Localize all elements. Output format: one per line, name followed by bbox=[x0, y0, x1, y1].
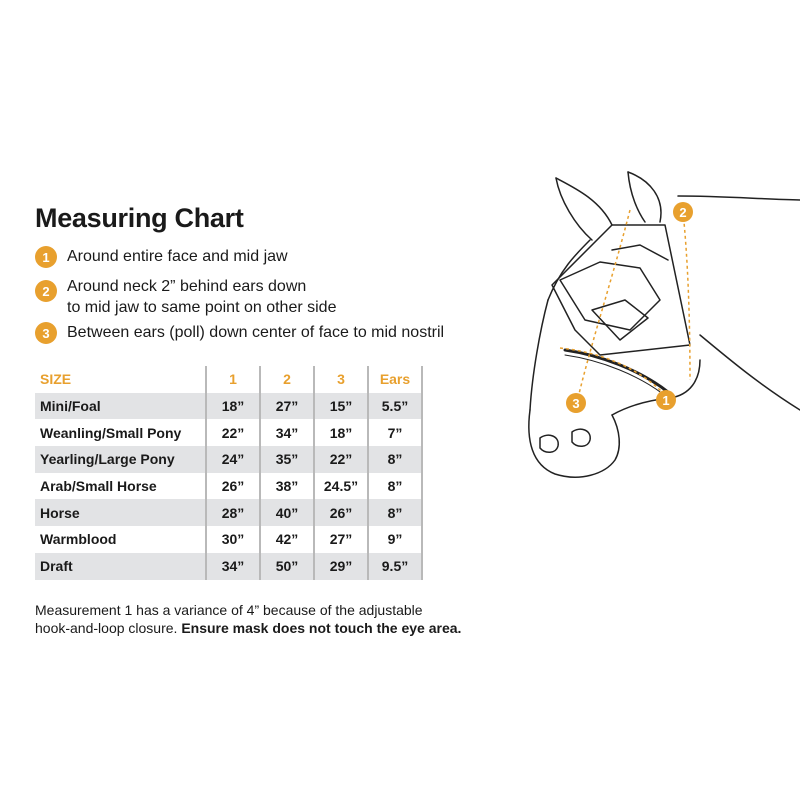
size-table bbox=[35, 366, 423, 580]
cell-measure-2: 40” bbox=[260, 499, 314, 526]
diagram-marker-2 bbox=[673, 202, 693, 222]
legend-text-1: Around entire face and mid jaw bbox=[67, 248, 288, 265]
legend-item-2 bbox=[35, 276, 336, 318]
header-measure-1: 1 bbox=[206, 366, 260, 393]
cell-measure-1: 34” bbox=[206, 553, 260, 580]
table-row bbox=[35, 393, 422, 420]
table-row bbox=[35, 526, 422, 553]
cell-measure-1: 28” bbox=[206, 499, 260, 526]
cell-measure-3: 29” bbox=[314, 553, 368, 580]
cell-measure-2: 27” bbox=[260, 393, 314, 420]
cell-size: Yearling/Large Pony bbox=[35, 446, 206, 473]
cell-size: Weanling/Small Pony bbox=[40, 424, 182, 441]
cell-measure-1: 24” bbox=[206, 446, 260, 473]
cell-ears: 8” bbox=[368, 473, 422, 500]
cell-ears: 5.5” bbox=[368, 393, 422, 420]
cell-measure-2: 35” bbox=[260, 446, 314, 473]
cell-size: Mini/Foal bbox=[35, 393, 206, 420]
badge-3: 3 bbox=[35, 322, 57, 344]
cell-measure-2: 50” bbox=[260, 553, 314, 580]
eye-warning: Ensure mask does not touch the eye area. bbox=[181, 620, 462, 636]
header-size: SIZE bbox=[35, 366, 206, 393]
cell-ears: 8” bbox=[368, 446, 422, 473]
table-row bbox=[35, 473, 422, 500]
footnote-line-1: Measurement 1 has a variance of 4” because of the adjustable bbox=[35, 602, 423, 618]
cell-size: Arab/Small Horse bbox=[40, 478, 157, 495]
header-ears: Ears bbox=[368, 366, 422, 393]
table-row bbox=[35, 446, 422, 473]
cell-measure-1: 30” bbox=[206, 526, 260, 553]
legend-text-2: Around neck 2” behind ears down to mid jaw to same point on other side bbox=[67, 278, 337, 316]
cell-ears: 8” bbox=[368, 499, 422, 526]
cell-measure-1: 18” bbox=[206, 393, 260, 420]
cell-measure-3: 15” bbox=[314, 393, 368, 420]
cell-measure-3: 18” bbox=[314, 419, 368, 446]
cell-measure-3: 26” bbox=[314, 499, 368, 526]
cell-measure-2: 42” bbox=[260, 526, 314, 553]
header-measure-3: 3 bbox=[314, 366, 368, 393]
svg-text:2: 2 bbox=[679, 205, 687, 220]
legend-item-3 bbox=[35, 322, 444, 344]
header-measure-2: 2 bbox=[260, 366, 314, 393]
badge-1: 1 bbox=[35, 246, 57, 268]
svg-text:3: 3 bbox=[572, 396, 580, 411]
table-header-row bbox=[35, 366, 422, 393]
cell-ears: 7” bbox=[368, 419, 422, 446]
table-row bbox=[35, 553, 422, 580]
cell-measure-3: 27” bbox=[314, 526, 368, 553]
cell-measure-1: 22” bbox=[206, 419, 260, 446]
legend-text-3: Between ears (poll) down center of face to mid nostril bbox=[67, 324, 445, 341]
cell-measure-3: 22” bbox=[314, 446, 368, 473]
badge-2: 2 bbox=[35, 280, 57, 302]
cell-ears: 9” bbox=[368, 526, 422, 553]
horse-head-diagram bbox=[520, 160, 800, 490]
table-row bbox=[35, 419, 422, 446]
cell-measure-3: 24.5” bbox=[314, 473, 368, 500]
cell-measure-2: 38” bbox=[260, 473, 314, 500]
cell-measure-2: 34” bbox=[260, 419, 314, 446]
footnote bbox=[35, 601, 461, 637]
cell-size: Horse bbox=[35, 499, 206, 526]
diagram-marker-3 bbox=[566, 393, 586, 413]
cell-ears: 9.5” bbox=[368, 553, 422, 580]
footnote-line-2: hook-and-loop closure. Ensure mask does not touch the eye area. bbox=[35, 620, 462, 636]
svg-text:1: 1 bbox=[662, 393, 670, 408]
table-row bbox=[35, 499, 422, 526]
legend-item-1 bbox=[35, 246, 288, 268]
cell-measure-1: 26” bbox=[206, 473, 260, 500]
diagram-marker-1 bbox=[656, 390, 676, 410]
chart-title: Measuring Chart bbox=[35, 203, 244, 233]
cell-size: Warmblood bbox=[40, 531, 117, 548]
cell-size: Draft bbox=[35, 553, 206, 580]
